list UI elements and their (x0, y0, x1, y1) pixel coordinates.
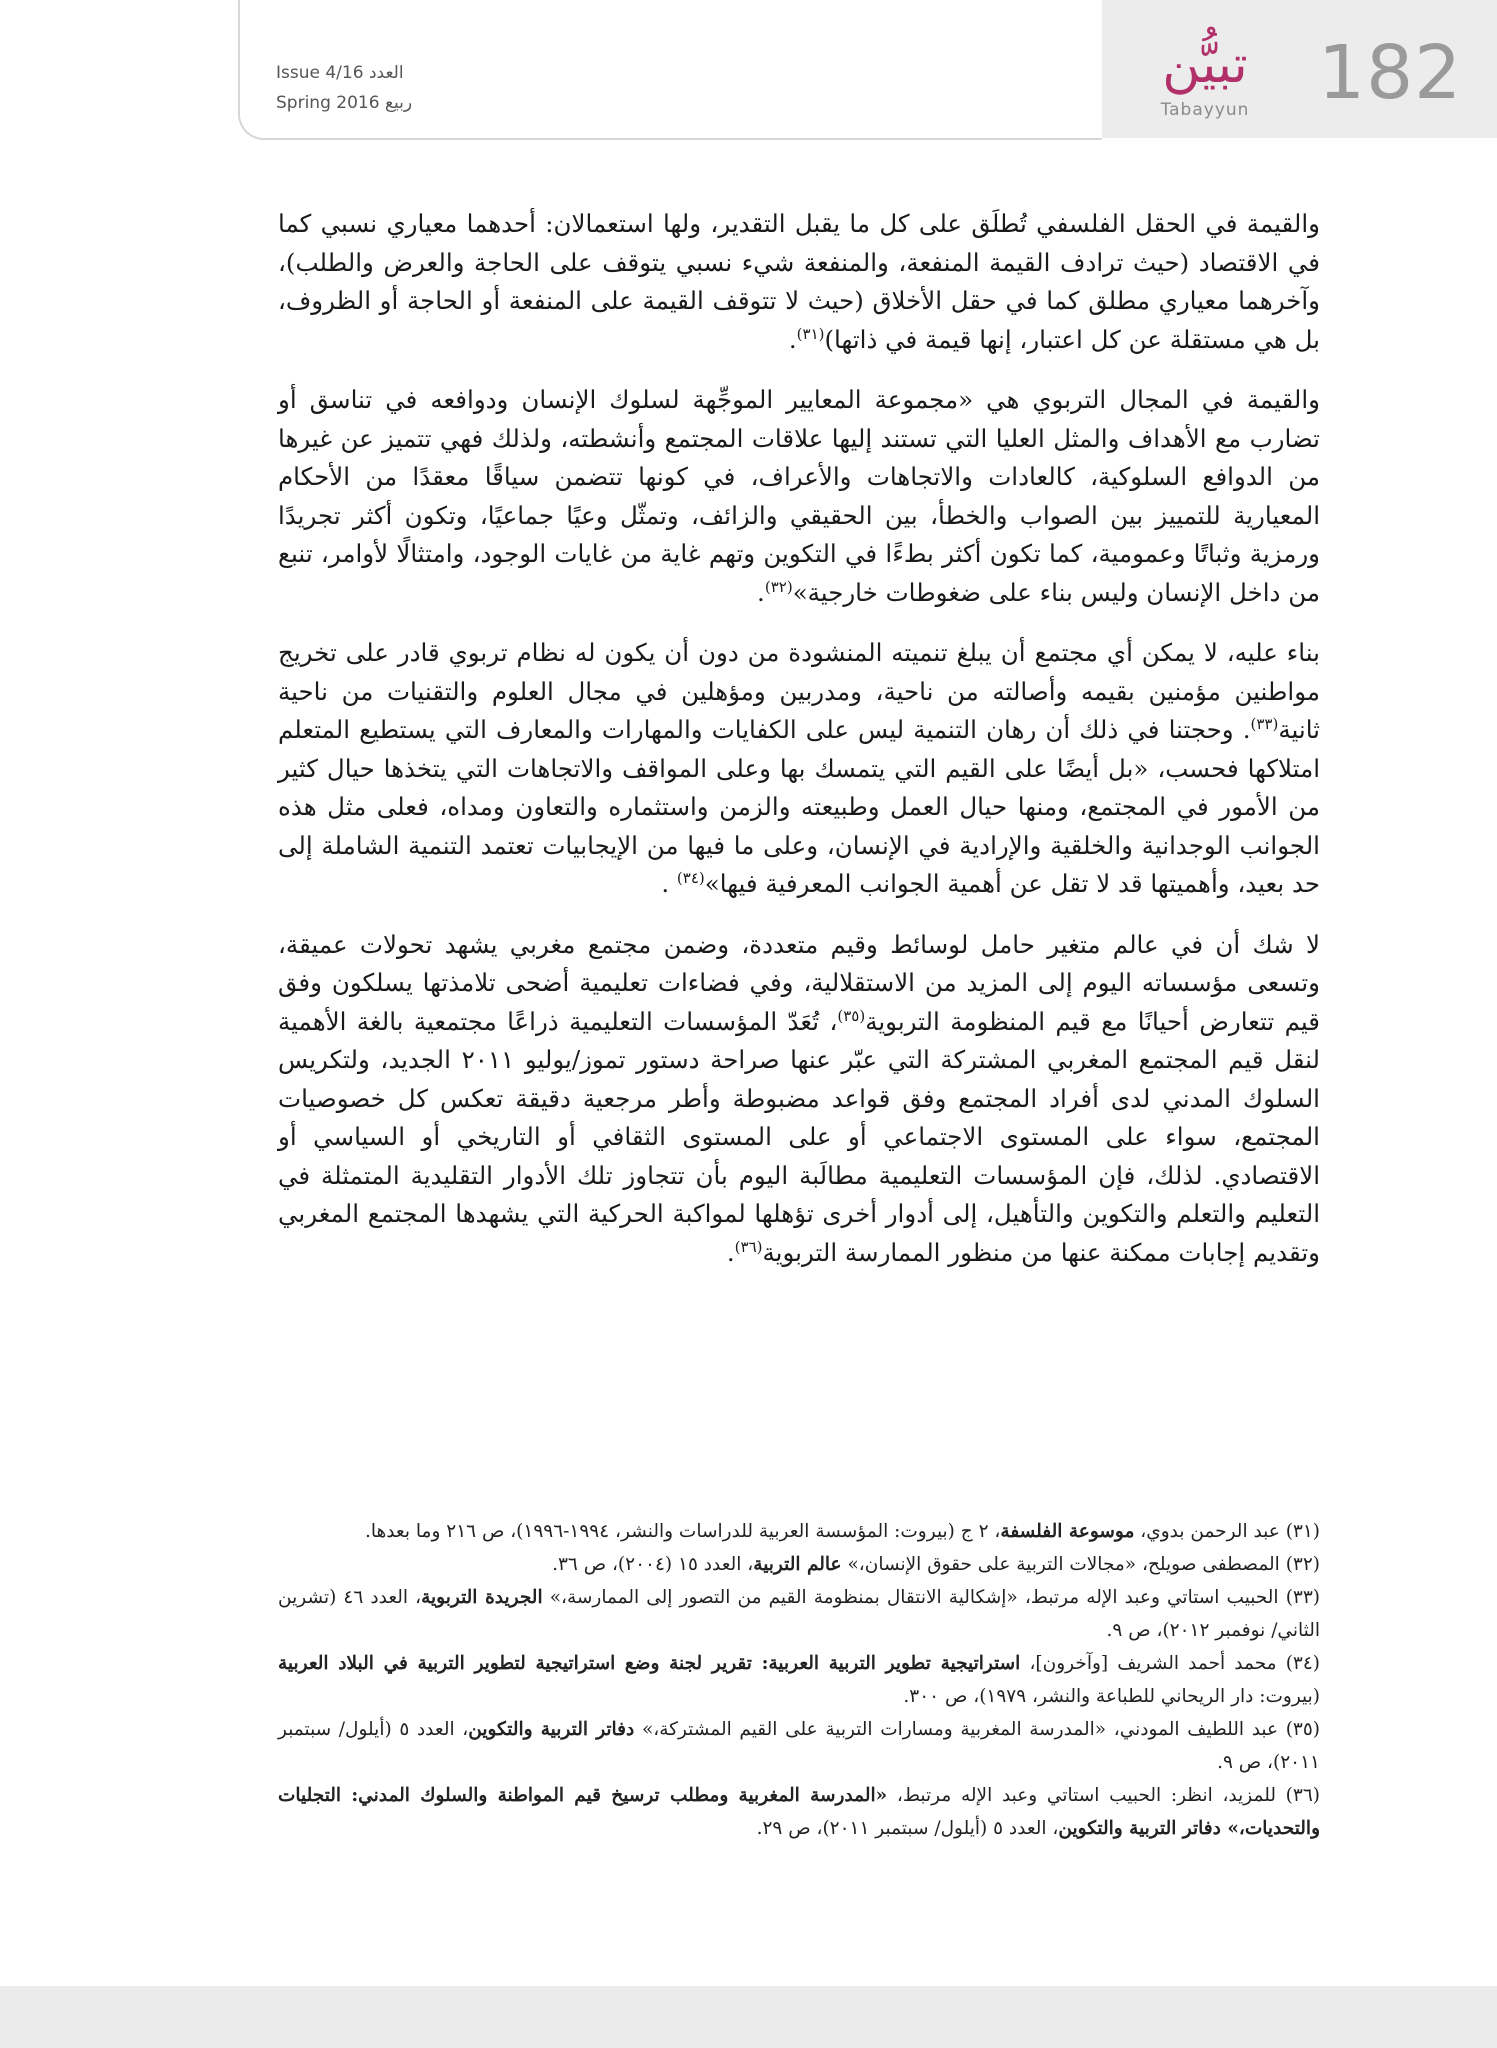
season-en: Spring 2016 (276, 93, 380, 113)
footnote-33 (278, 1581, 1320, 1647)
footnote-text: ، العدد ٥ (أيلول/ سبتمبر ٢٠١١)، ص ٢٩. (756, 1818, 1059, 1839)
article-body (278, 205, 1320, 1294)
footnote-35 (278, 1713, 1320, 1779)
issue-info (276, 58, 496, 128)
footnote-title: عالم التربية (753, 1554, 842, 1575)
paragraph-4-text-b: ، تُعَدّ المؤسسات التعليمية ذراعًا مجتمعية بالغة الأهمية لنقل قيم المجتمع المغربي المشتركة التي عبّر عنها صراحة دستور تموز/يوليو ٢٠١١ الجديد، ولتكريس السلوك المدني لدى أفراد المجتمع وفق قواعد مضبوطة وأطر مرجعية دقيقة تعكس كل خصوصيات المجتمع، سواء على المستوى الاجتماعي أو على المستوى الثقافي أو التاريخي أو السياسي أو الاقتصادي. لذلك، فإن المؤسسات التعليمية مطالَبة اليوم بأن تتجاوز تلك الأدوار التقليدية المتمثلة في التعليم والتعلم والتكوين والتأهيل، إلى أدوار أخرى تؤهلها لمواكبة الحركية التي يشهدها المجتمع المغربي وتقديم إجابات ممكنة عنها من منظور الممارسة التربوية (278, 1006, 1320, 1267)
footnote-ref-36[interactable]: (٣٦) (734, 1237, 763, 1256)
footnote-number: (٣١) (1285, 1521, 1320, 1542)
footnote-ref-31[interactable]: (٣١) (796, 324, 825, 343)
paragraph-2-end: . (757, 577, 765, 607)
footnote-text: عبد الرحمن بدوي، (1134, 1521, 1286, 1542)
paragraph-4-end: . (726, 1237, 735, 1267)
journal-logo (1130, 30, 1280, 130)
paragraph-1-end: . (788, 324, 797, 354)
footnote-text: ، العدد ١٥ (٢٠٠٤)، ص ٣٦. (552, 1554, 754, 1575)
footnote-title: موسوعة الفلسفة (1000, 1521, 1135, 1542)
footnote-ref-32[interactable]: (٣٢) (764, 577, 793, 596)
footnote-31 (278, 1515, 1320, 1548)
footnote-text: ، العدد ٤٦ (تشرين الثاني/ نوفمبر ٢٠١٢)، ص ٩. (278, 1587, 1320, 1641)
footnote-text: عبد اللطيف المودني، «المدرسة المغربية ومسارات التربية على القيم المشتركة،» (634, 1719, 1286, 1740)
footnote-ref-33[interactable]: (٣٣) (1250, 714, 1279, 733)
paragraph-3-text-b: . وحجتنا في ذلك أن رهان التنمية ليس على الكفايات والمهارات والمعارف التي يستطيع المتعلم امتلاكها فحسب، «بل أيضًا على القيم التي يتمسك بها وعلى المواقف والاتجاهات التي يتخذها حيال كثير من الأمور في المجتمع، ومنها حيال العمل وطبيعته والزمن واستثماره والتعاون ومداه، فعلى مثل هذه الجوانب الوجدانية والخلقية والإرادية في الإنسان، وعلى ما فيها من الإيجابيات تعتمد التنمية الشاملة إلى حد بعيد، وأهميتها قد لا تقل عن أهمية الجوانب المعرفية فيها» (278, 715, 1320, 898)
footnote-36 (278, 1779, 1320, 1845)
paragraph-3-end: . (661, 869, 677, 898)
footnote-number: (٣٢) (1285, 1554, 1320, 1575)
paragraph-2 (278, 381, 1320, 612)
paragraph-3 (278, 634, 1320, 904)
issue-en: Issue 4/16 (276, 63, 364, 83)
paragraph-2-text: والقيمة في المجال التربوي هي «مجموعة المعايير الموجِّهة لسلوك الإنسان ودوافعه في تناسق أو تضارب مع الأهداف والمثل العليا التي تستند إليها علاقات المجتمع وأنشطته، ولذلك فهي تتميز عن غيرها من الدوافع السلوكية، كالعادات والاتجاهات والأعراف، في كونها تتضمن سياقًا معقدًا من الأحكام المعيارية للتمييز بين الصواب والخطأ، بين الحقيقي والزائف، وتمثّل وعيًا جماعيًا، وتكون أكثر تجريدًا ورمزية وثباتًا وعمومية، كما تكون أكثر بطءًا في التكوين وتهم غاية من غايات الوجود، وامتثالًا لأوامر، تنبع من داخل الإنسان وليس بناء على ضغوطات خارجية» (278, 385, 1320, 607)
footnote-text: (بيروت: دار الريحاني للطباعة والنشر، ١٩٧٩)، ص ٣٠٠. (903, 1686, 1320, 1707)
footnote-text: المصطفى صويلح، «مجالات التربية على حقوق الإنسان،» (841, 1554, 1286, 1575)
footnote-text: ، ٢ ج (بيروت: المؤسسة العربية للدراسات والنشر، ١٩٩٤-١٩٩٦)، ص ٢١٦ وما بعدها. (364, 1521, 1001, 1542)
paragraph-1-text: والقيمة في الحقل الفلسفي تُطلَق على كل ما يقبل التقدير، ولها استعمالان: أحدهما معياري نسبي كما في الاقتصاد (حيث ترادف القيمة المنفعة، والمنفعة شيء نسبي يتوقف على الحاجة والعرض والطلب)، وآخرهما معياري مطلق كما في حقل الأخلاق (حيث لا تتوقف القيمة على المنفعة أو الحاجة أو الظروف، بل هي مستقلة عن كل اعتبار، إنها قيمة في ذاتها) (278, 209, 1320, 354)
issue-line (276, 58, 496, 88)
logo-arabic: تبيُّن (1162, 35, 1248, 95)
footnote-number: (٣٦) (1285, 1785, 1320, 1806)
footnote-title: دفاتر التربية والتكوين (468, 1719, 635, 1740)
page-header (0, 0, 1497, 138)
footnote-title: الجريدة التربوية (421, 1587, 543, 1608)
footnote-number: (٣٥) (1285, 1719, 1321, 1740)
logo-latin: Tabayyun (1160, 100, 1250, 120)
footnote-number: (٣٣) (1285, 1587, 1320, 1608)
footnote-text: محمد أحمد الشريف [وآخرون]، (1020, 1653, 1286, 1674)
footnote-32 (278, 1548, 1320, 1581)
issue-ar: العدد (368, 63, 404, 83)
footnote-34 (278, 1647, 1320, 1713)
footnote-title: استراتيجية تطوير التربية العربية: تقرير لجنة وضع استراتيجية لتطوير التربية في البلاد العربية (278, 1653, 1021, 1674)
paragraph-3-text-a: بناء عليه، لا يمكن أي مجتمع أن يبلغ تنميته المنشودة من دون أن يكون له نظام تربوي قادر على تخريج مواطنين مؤمنين بقيمه وأصالته من ناحية، ومدربين ومؤهلين في مجال العلوم والتقنيات من ناحية ثانية (278, 638, 1320, 744)
season-line (276, 88, 496, 118)
footnote-ref-34[interactable]: (٣٤) (676, 868, 705, 887)
season-ar: ربيع (384, 93, 413, 113)
footnote-number: (٣٤) (1285, 1653, 1320, 1674)
footnotes-section (278, 1515, 1320, 1845)
page-number: 182 (1318, 30, 1463, 116)
paragraph-4-text-a: لا شك أن في عالم متغير حامل لوسائط وقيم متعددة، وضمن مجتمع مغربي يشهد تحولات عميقة، وتسعى مؤسساته اليوم إلى المزيد من الاستقلالية، وفي فضاءات تعليمية أضحى تلامذتها يسلكون وفق قيم تتعارض أحيانًا مع قيم المنظومة التربوية (278, 929, 1320, 1036)
footnote-text: الحبيب استاتي وعبد الإله مرتبط، «إشكالية الانتقال بمنظومة القيم من التصور إلى الممارسة،» (542, 1587, 1286, 1608)
footnote-text: للمزيد، انظر: الحبيب استاتي وعبد الإله مرتبط، (887, 1785, 1286, 1806)
page-footer-band (0, 1986, 1497, 2048)
paragraph-4 (278, 926, 1320, 1273)
footnote-title: «المدرسة المغربية ومطلب ترسيخ قيم المواطنة والسلوك المدني: التجليات والتحديات،» دفاتر التربية والتكوين (278, 1785, 1320, 1839)
paragraph-1 (278, 205, 1320, 359)
footnote-text: ، العدد ٥ (أيلول/ سبتمبر ٢٠١١)، ص ٩. (278, 1719, 1320, 1773)
footnote-ref-35[interactable]: (٣٥) (837, 1006, 866, 1025)
